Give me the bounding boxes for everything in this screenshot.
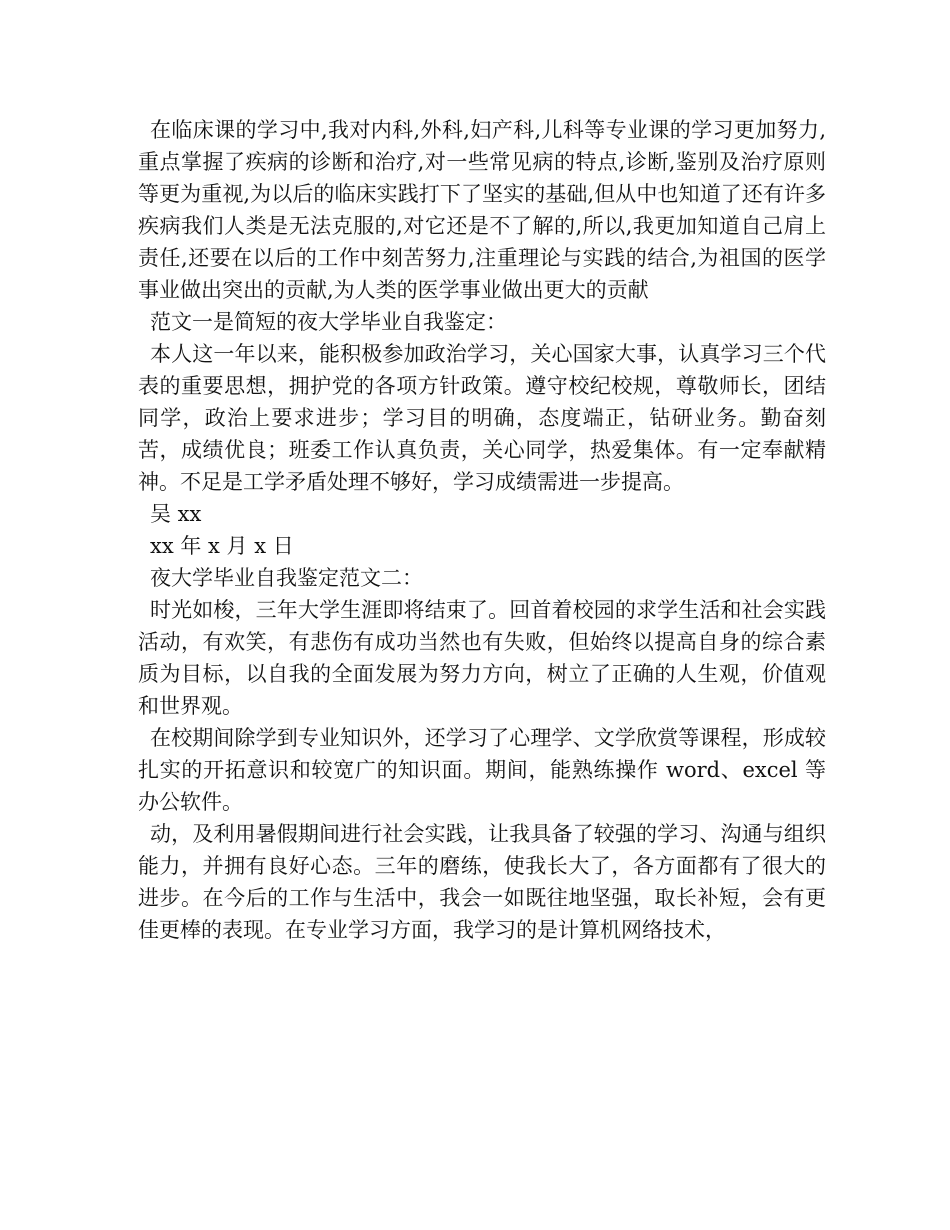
paragraph-clinical-study: 在临床课的学习中,我对内科,外科,妇产科,儿科等专业课的学习更加努力,重点掌握了疾病的诊断和治疗,对一些常见病的特点,诊断,鉴别及治疗原则等更为重视,为以后的临床实践打下了坚实的基础,但从中也知道了还有许多疾病我们人类是无法克服的,对它还是不了解的,所以,我更加知道自己肩上责任,还要在以后的工作中刻苦努力,注重理论与实践的结合,为祖国的医学事业做出突出的贡献,为人类的医学事业做出更大的贡献 bbox=[138, 118, 826, 302]
heading-sample-two: 夜大学毕业自我鉴定范文二： bbox=[150, 566, 423, 590]
paragraph-sample-two-practice: 动，及利用暑假期间进行社会实践，让我具备了较强的学习、沟通与组织能力，并拥有良好心态。三年的磨练，使我长大了，各方面都有了很大的进步。在今后的工作与生活中，我会一如既往地坚强，取长补短，会有更佳更棒的表现。在专业学习方面，我学习的是计算机网络技术， bbox=[138, 822, 826, 942]
signature-name: 吴 xx bbox=[150, 502, 202, 526]
heading-sample-one: 范文一是简短的夜大学毕业自我鉴定： bbox=[150, 310, 507, 334]
paragraph-sample-two-intro: 时光如梭，三年大学生涯即将结束了。回首着校园的求学生活和社会实践活动，有欢笑，有悲伤有成功当然也有失败，但始终以提高自身的综合素质为目标，以自我的全面发展为努力方向，树立了正确的人生观，价值观和世界观。 bbox=[138, 598, 826, 718]
document-body bbox=[138, 114, 826, 946]
signature-date: xx 年 x 月 x 日 bbox=[150, 534, 294, 558]
paragraph-sample-one-body: 本人这一年以来，能积极参加政治学习，关心国家大事，认真学习三个代表的重要思想，拥护党的各项方针政策。遵守校纪校规，尊敬师长，团结同学，政治上要求进步；学习目的明确，态度端正，钻研业务。勤奋刻苦，成绩优良；班委工作认真负责，关心同学，热爱集体。有一定奉献精神。不足是工学矛盾处理不够好，学习成绩需进一步提高。 bbox=[138, 342, 826, 494]
paragraph-sample-two-skills: 在校期间除学到专业知识外，还学习了心理学、文学欣赏等课程，形成较扎实的开拓意识和较宽广的知识面。期间，能熟练操作 word、excel 等办公软件。 bbox=[138, 726, 826, 814]
